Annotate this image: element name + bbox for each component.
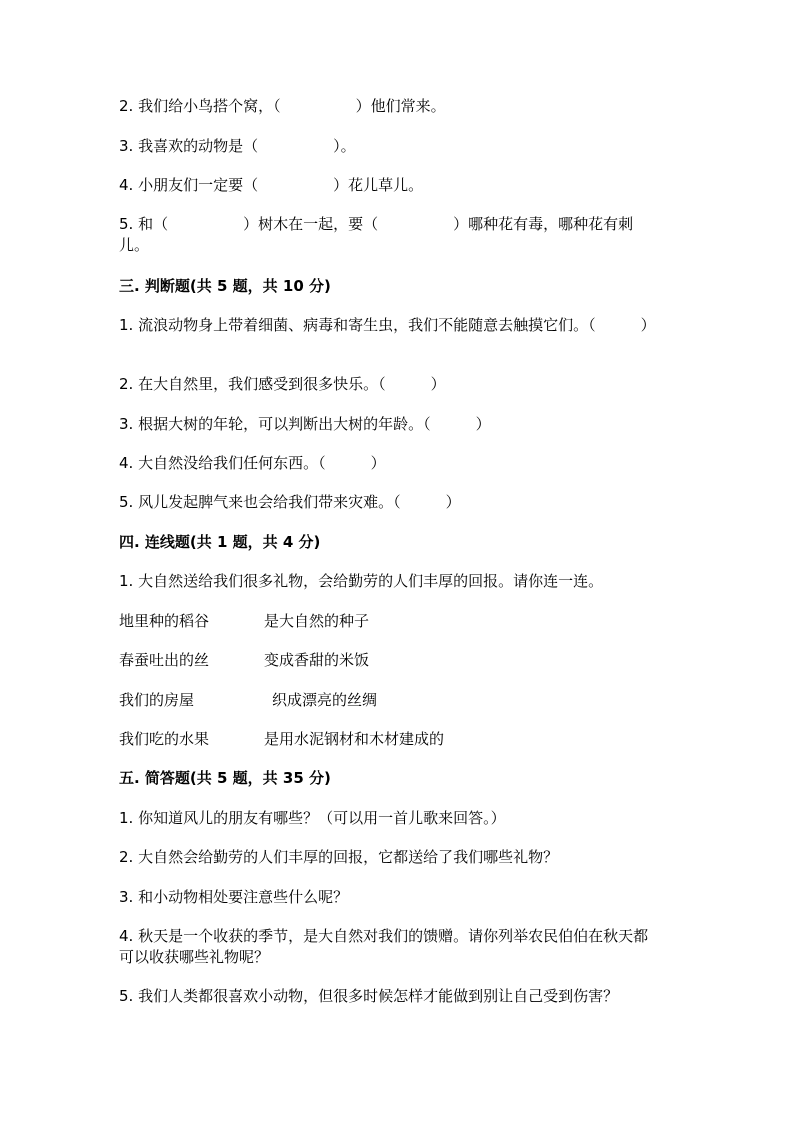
match-right-item: 变成香甜的米饭: [264, 651, 370, 669]
judge-question-1: 1. 流浪动物身上带着细菌、病毒和寄生虫，我们不能随意去触摸它们。（ ）: [119, 316, 656, 334]
match-left-item: 我们的房屋: [119, 691, 195, 709]
judge-question-4: 4. 大自然没给我们任何东西。（ ）: [119, 454, 386, 472]
section3-title: 三. 判断题(共 5 题，共 10 分): [119, 277, 331, 295]
match-right-item: 织成漂亮的丝绸: [272, 691, 378, 709]
match-question-1: 1. 大自然送给我们很多礼物，会给勤劳的人们丰厚的回报。请你连一连。: [119, 572, 604, 590]
match-right-item: 是用水泥钢材和木材建成的: [264, 730, 445, 748]
match-left-item: 我们吃的水果: [119, 730, 210, 748]
fill-question-2: 2. 我们给小鸟搭个窝，（ ）他们常来。: [119, 97, 446, 115]
match-left-item: 地里种的稻谷: [119, 612, 210, 630]
short-question-5: 5. 我们人类都很喜欢小动物，但很多时候怎样才能做到别让自己受到伤害？: [119, 987, 619, 1005]
short-question-3: 3. 和小动物相处要注意些什么呢？: [119, 888, 349, 906]
short-question-2: 2. 大自然会给勤劳的人们丰厚的回报，它都送给了我们哪些礼物？: [119, 848, 559, 866]
judge-question-3: 3. 根据大树的年轮，可以判断出大树的年龄。（ ）: [119, 415, 491, 433]
judge-question-2: 2. 在大自然里，我们感受到很多快乐。（ ）: [119, 375, 446, 393]
section4-title: 四. 连线题(共 1 题，共 4 分): [119, 533, 321, 551]
fill-question-3: 3. 我喜欢的动物是（ ）。: [119, 137, 356, 155]
judge-question-5: 5. 风儿发起脾气来也会给我们带来灾难。（ ）: [119, 493, 461, 511]
fill-question-5: 5. 和（ ）树木在一起，要（ ）哪种花有毒，哪种花有刺儿。: [119, 215, 634, 254]
section5-title: 五. 简答题(共 5 题，共 35 分): [119, 769, 331, 787]
match-right-item: 是大自然的种子: [264, 612, 370, 630]
short-question-1: 1. 你知道风儿的朋友有哪些？（可以用一首儿歌来回答。）: [119, 809, 506, 827]
match-left-item: 春蚕吐出的丝: [119, 651, 210, 669]
fill-question-4: 4. 小朋友们一定要（ ）花儿草儿。: [119, 176, 424, 194]
short-question-4: 4. 秋天是一个收获的季节，是大自然对我们的馈赠。请你列举农民伯伯在秋天都可以收获哪些礼物呢？: [119, 927, 649, 966]
